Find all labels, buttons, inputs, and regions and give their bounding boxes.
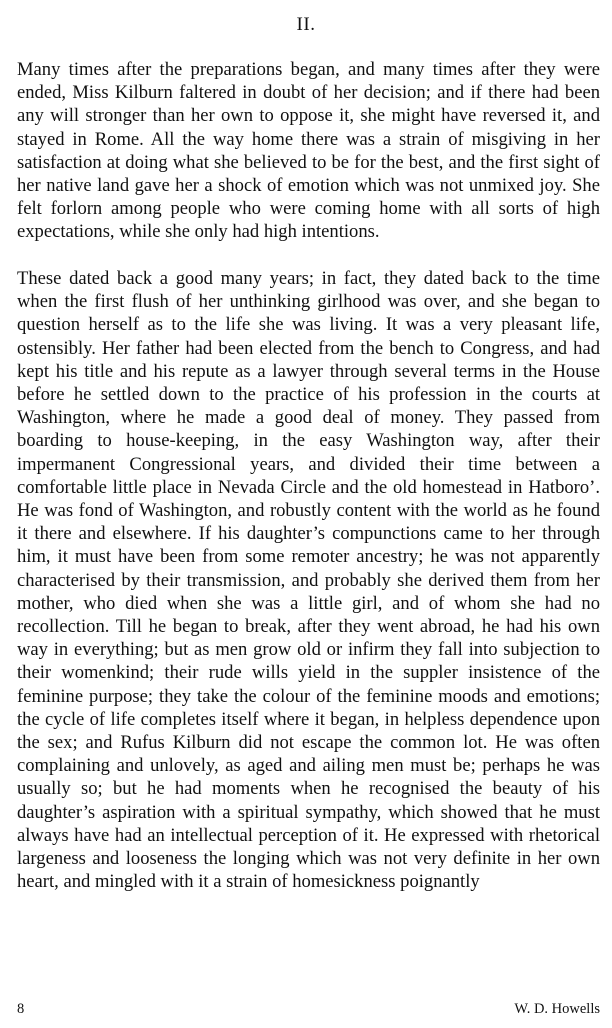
body-text [17, 58, 600, 894]
running-footer-author: W. D. Howells [514, 1001, 600, 1017]
chapter-heading: II. [296, 14, 316, 35]
page-number: 8 [17, 1001, 25, 1017]
paragraph-1: Many times after the preparations began, and many times after they were ended, Miss Kilburn faltered in doubt of her decision; and if there had been any will stronger than her own to oppose it, she might have reversed it, and stayed in Rome. All the way home there was a strain of misgiving in her satisfaction at doing what she believed to be for the best, and the first sight of her native land gave her a shock of emotion which was not unmixed joy. She felt forlorn among people who were coming home with all sorts of high expectations, while she only had high intentions. [17, 59, 600, 243]
paragraph-2: These dated back a good many years; in fact, they dated back to the time when the first flush of her unthinking girlhood was over, and she began to question herself as to the life she was living. It was a very pleasant life, ostensibly. Her father had been elected from the bench to Congress, and had kept his title and his repute as a lawyer through several terms in the House before he settled down to the practice of his profession in the courts at Washington, where he made a good deal of money. They passed from boarding to house-keeping, in the easy Washington way, after their impermanent Congressional years, and divided their time between a comfortable little place in Nevada Circle and the old homestead in Hatboro’. He was fond of Washington, and robustly content with the world as he found it there and elsewhere. If his daughter’s compunctions came to her through him, it must have been from some remoter ancestry; he was not apparently characterised by their transmission, and probably she derived them from her mother, who died when she was a little girl, and of whom she had no recollection. Till he began to break, after they went abroad, he had his own way in everything; but as men grow old or infirm they fall into subjection to their womenkind; their rude wills yield in the suppler insistence of the feminine purpose; they take the colour of the feminine moods and emotions; the cycle of life completes itself where it began, in helpless dependence upon the sex; and Rufus Kilburn did not escape the common lot. He was often complaining and unlovely, as aged and ailing men must be; perhaps he was usually so; but he had moments when he recognised the beauty of his daughter’s aspiration with a spiritual sympathy, which showed that he must always have had an intellectual perception of it. He expressed with rhetorical largeness and looseness the longing which was not very definite in her own heart, and mingled with it a strain of homesickness poignantly [17, 268, 600, 893]
